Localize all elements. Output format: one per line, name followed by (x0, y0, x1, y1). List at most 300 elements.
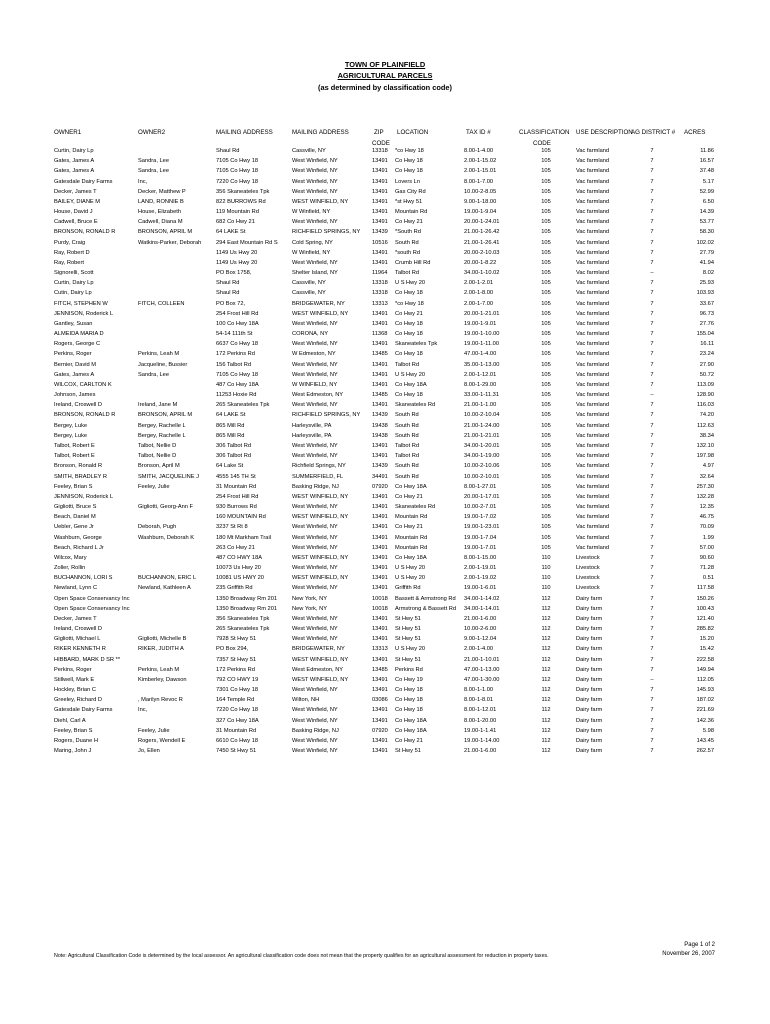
cell-ag-district: 7 (650, 331, 654, 338)
cell-owner2: Bergey, Rachelle L (138, 422, 186, 429)
cell-classification-code: 105 (541, 290, 551, 297)
cell-classification-code: 112 (541, 717, 551, 724)
cell-use-description: Vac farmland (576, 361, 610, 368)
cell-owner2: Inc, (138, 178, 148, 185)
cell-owner1: Diehl, Carl A (54, 717, 86, 724)
cell-zip: 13313 (372, 300, 388, 307)
cell-owner1: Ray, Robert (54, 259, 84, 266)
cell-use-description: Vac farmland (576, 493, 610, 500)
cell-acres: 4.97 (702, 463, 714, 470)
cell-location: Co Hwy 18 (395, 331, 423, 338)
cell-zip: 13491 (372, 748, 388, 755)
cell-mailing-address-1: 172 Perkins Rd (216, 666, 255, 673)
header-tax-id: TAX ID # (466, 129, 491, 136)
cell-mailing-address-1: 54-14 111th St (216, 331, 253, 338)
cell-location: Co Hwy 18 (395, 687, 423, 694)
cell-tax-id: 19.00-1-9.04 (464, 209, 497, 216)
cell-classification-code: 105 (541, 412, 551, 419)
cell-zip: 13491 (372, 707, 388, 714)
cell-classification-code: 112 (541, 605, 551, 612)
cell-owner1: JENNISON, Roderick L (54, 310, 114, 317)
cell-use-description: Vac farmland (576, 412, 610, 419)
cell-owner1: Feeley, Brian S (54, 483, 93, 490)
cell-mailing-address-2: West Winfield, NY (292, 615, 338, 622)
cell-acres: 52.99 (699, 188, 714, 195)
cell-use-description: Vac farmland (576, 544, 610, 551)
cell-classification-code: 110 (541, 554, 551, 561)
cell-location: Griffith Rd (395, 585, 421, 592)
cell-acres: 12.35 (699, 504, 714, 511)
cell-tax-id: 10.00-2-10.01 (464, 473, 500, 480)
cell-owner1: Gatesdale Dairy Farms (54, 707, 113, 714)
cell-zip: 13491 (372, 575, 388, 582)
cell-zip: 10516 (372, 239, 388, 246)
cell-acres: 16.11 (700, 341, 714, 348)
header-zip-code: CODE (372, 140, 390, 147)
cell-use-description: Dairy farm (576, 687, 603, 694)
cell-classification-code: 112 (541, 646, 551, 653)
cell-owner1: BAILEY, DIANE M (54, 198, 101, 205)
cell-mailing-address-2: WEST WINFIELD, NY (292, 310, 349, 317)
cell-mailing-address-2: West Winfield, NY (292, 626, 338, 633)
cell-use-description: Vac farmland (576, 198, 610, 205)
cell-location: St Hwy 51 (395, 656, 421, 663)
cell-mailing-address-2: New York, NY (292, 595, 328, 602)
cell-zip: 13491 (372, 626, 388, 633)
cell-classification-code: 105 (541, 300, 551, 307)
table-row (0, 187, 770, 197)
cell-acres: 100.43 (696, 605, 714, 612)
cell-location: Co Hwy 18A (395, 483, 427, 490)
cell-classification-code: 112 (541, 727, 551, 734)
cell-acres: 50.72 (699, 371, 714, 378)
cell-acres: 132.10 (696, 442, 714, 449)
cell-acres: 128.90 (696, 392, 714, 399)
cell-acres: 33.67 (699, 300, 714, 307)
cell-acres: 96.73 (699, 310, 714, 317)
cell-mailing-address-2: West Winfield, NY (292, 737, 338, 744)
document-caption: (as determined by classification code) (318, 83, 452, 92)
cell-owner1: WILCOX, CARLTON K (54, 381, 112, 388)
cell-classification-code: 112 (541, 676, 551, 683)
cell-tax-id: 19.00-1-6.01 (464, 585, 497, 592)
cell-zip: 13491 (372, 168, 388, 175)
cell-mailing-address-1: 356 Skaneateles Tpk (216, 188, 270, 195)
table-row (0, 665, 770, 675)
cell-zip: 13491 (372, 554, 388, 561)
cell-owner1: Stillwell, Mark E (54, 676, 95, 683)
cell-classification-code: 112 (541, 748, 551, 755)
cell-zip: 10018 (372, 595, 388, 602)
table-row (0, 675, 770, 685)
cell-tax-id: 34.00-1-20.01 (464, 442, 500, 449)
cell-ag-district: 7 (650, 310, 654, 317)
cell-zip: 13491 (372, 442, 388, 449)
cell-mailing-address-1: 865 Mill Rd (216, 432, 245, 439)
cell-ag-district: 7 (650, 585, 654, 592)
cell-zip: 13491 (372, 249, 388, 256)
cell-tax-id: 33.00-1-11.31 (464, 392, 499, 399)
cell-classification-code: 105 (541, 270, 551, 277)
cell-acres: 25.93 (699, 280, 714, 287)
cell-zip: 03086 (372, 697, 388, 704)
cell-mailing-address-2: Cassville, NY (292, 290, 326, 297)
cell-owner1: Beach, Daniel M (54, 514, 96, 521)
cell-ag-district: 7 (650, 198, 654, 205)
table-row (0, 685, 770, 695)
cell-acres: 187.02 (696, 697, 714, 704)
cell-ag-district: 7 (650, 209, 654, 216)
cell-mailing-address-2: Harleysville, PA (292, 432, 332, 439)
cell-classification-code: 110 (541, 565, 551, 572)
cell-acres: 285.82 (696, 626, 714, 633)
cell-mailing-address-1: 160 MOUNTAIN Rd (216, 514, 266, 521)
cell-zip: 13491 (372, 320, 388, 327)
cell-tax-id: 10.00-2-8.05 (464, 188, 497, 195)
cell-ag-district: 7 (650, 422, 654, 429)
cell-mailing-address-1: 3237 St Rt 8 (216, 524, 248, 531)
cell-mailing-address-2: West Winfield, NY (292, 565, 338, 572)
cell-acres: 5.17 (702, 178, 714, 185)
cell-ag-district: 7 (650, 697, 654, 704)
cell-owner1: Bergey, Luke (54, 432, 88, 439)
cell-zip: 13491 (372, 310, 388, 317)
cell-owner1: Decker, James T (54, 615, 97, 622)
cell-ag-district: 7 (650, 381, 654, 388)
cell-tax-id: 21.00-1-21.01 (464, 432, 500, 439)
cell-location: Co Hwy 18 (395, 290, 423, 297)
table-row (0, 543, 770, 553)
cell-zip: 13485 (372, 351, 388, 358)
cell-mailing-address-1: 6610 Co Hwy 18 (216, 737, 259, 744)
cell-owner2: Talbot, Nellie D (138, 442, 177, 449)
cell-acres: 46.75 (699, 514, 714, 521)
table-row (0, 614, 770, 624)
cell-acres: 53.77 (699, 219, 714, 226)
cell-use-description: Dairy farm (576, 646, 603, 653)
cell-acres: 23.24 (699, 351, 714, 358)
cell-location: St Hwy 51 (395, 626, 421, 633)
cell-tax-id: 2.00-1-15.01 (464, 168, 497, 175)
cell-acres: 6.50 (702, 198, 714, 205)
table-row (0, 522, 770, 532)
cell-use-description: Vac farmland (576, 188, 610, 195)
cell-owner1: Gates, James A (54, 158, 95, 165)
cell-mailing-address-1: 64 Lake St (216, 463, 244, 470)
cell-use-description: Vac farmland (576, 290, 610, 297)
table-row (0, 655, 770, 665)
cell-classification-code: 105 (541, 158, 551, 165)
cell-tax-id: 20.00-2-10.03 (464, 249, 500, 256)
parcel-table (0, 146, 770, 756)
cell-owner1: Cutin, Dairy Lp (54, 290, 92, 297)
cell-classification-code: 105 (541, 442, 551, 449)
cell-owner1: BRONSON, RONALD R (54, 229, 116, 236)
cell-mailing-address-2: West Winfield, NY (292, 402, 338, 409)
cell-owner1: Purdy, Craig (54, 239, 86, 246)
cell-mailing-address-2: Cassville, NY (292, 148, 326, 154)
cell-location: *co Hwy 18 (395, 148, 424, 154)
cell-location: Co Hwy 18A (395, 554, 427, 561)
cell-tax-id: 10.00-2-6.00 (464, 626, 497, 633)
cell-classification-code: 105 (541, 453, 551, 460)
cell-location: U S Hwy 20 (395, 646, 426, 653)
cell-mailing-address-2: WEST WINFIELD, NY (292, 514, 349, 521)
cell-owner1: Open Space Conservancy Inc (54, 595, 130, 602)
header-acres: ACRES (684, 129, 706, 136)
cell-location: Talbot Rd (395, 361, 420, 368)
cell-acres: 103.93 (696, 290, 714, 297)
cell-use-description: Vac farmland (576, 331, 610, 338)
cell-ag-district: – (650, 392, 654, 399)
cell-classification-code: 105 (541, 198, 551, 205)
cell-classification-code: 105 (541, 280, 551, 287)
cell-zip: 13491 (372, 504, 388, 511)
cell-mailing-address-2: West Winfield, NY (292, 544, 338, 551)
cell-use-description: Livestock (576, 585, 600, 592)
cell-mailing-address-2: West Winfield, NY (292, 259, 338, 266)
cell-use-description: Vac farmland (576, 442, 610, 449)
cell-tax-id: 20.00-1-21.01 (464, 310, 500, 317)
cell-owner1: Gates, James A (54, 371, 95, 378)
cell-ag-district: 7 (650, 544, 654, 551)
cell-zip: 13491 (372, 158, 388, 165)
cell-acres: 0.51 (702, 575, 714, 582)
table-row (0, 644, 770, 654)
cell-owner1: Gigliotti, Bruce S (54, 504, 97, 511)
cell-owner1: Gantley, Susan (54, 320, 93, 327)
cell-zip: 13491 (372, 524, 388, 531)
cell-ag-district: 7 (650, 239, 654, 246)
cell-zip: 13491 (372, 737, 388, 744)
cell-zip: 13318 (372, 148, 388, 154)
cell-mailing-address-1: 10073 Us Hwy 20 (216, 565, 261, 572)
table-row (0, 146, 770, 156)
cell-mailing-address-2: West Winfield, NY (292, 341, 338, 348)
cell-use-description: Vac farmland (576, 402, 610, 409)
cell-owner2: Sandra, Lee (138, 168, 169, 175)
table-row (0, 431, 770, 441)
cell-mailing-address-1: 7450 St Hwy 51 (216, 748, 257, 755)
cell-zip: 13491 (372, 636, 388, 643)
cell-acres: 27.79 (699, 249, 714, 256)
cell-ag-district: 7 (650, 158, 654, 165)
cell-use-description: Livestock (576, 575, 600, 582)
cell-use-description: Vac farmland (576, 504, 610, 511)
cell-tax-id: 2.00-1-8.00 (464, 290, 494, 297)
cell-use-description: Dairy farm (576, 717, 603, 724)
cell-mailing-address-2: West Winfield, NY (292, 371, 338, 378)
cell-ag-district: 7 (650, 148, 654, 154)
table-row (0, 319, 770, 329)
table-row (0, 238, 770, 248)
cell-location: Co Hwy 21 (395, 493, 423, 500)
cell-classification-code: 110 (541, 585, 551, 592)
cell-mailing-address-2: CORONA, NY (292, 331, 329, 338)
cell-use-description: Vac farmland (576, 148, 610, 154)
cell-classification-code: 105 (541, 209, 551, 216)
cell-ag-district: 7 (650, 320, 654, 327)
cell-ag-district: 7 (650, 483, 654, 490)
cell-use-description: Vac farmland (576, 280, 610, 287)
cell-mailing-address-2: RICHFIELD SPRINGS, NY (292, 229, 361, 236)
cell-classification-code: 112 (541, 697, 551, 704)
cell-tax-id: 34.00-1-14.02 (464, 595, 500, 602)
table-row (0, 299, 770, 309)
cell-acres: 197.98 (696, 453, 714, 460)
cell-ag-district: 7 (650, 514, 654, 521)
cell-owner1: Ireland, Croswell D (54, 626, 103, 633)
cell-classification-code: 105 (541, 473, 551, 480)
cell-mailing-address-1: 930 Burrows Rd (216, 504, 257, 511)
cell-tax-id: 10.00-2-10.06 (464, 463, 500, 470)
cell-owner2: Gigliotti, Georg-Ann F (138, 504, 194, 511)
cell-location: Co Hwy 18A (395, 381, 427, 388)
cell-location: St Hwy 51 (395, 615, 421, 622)
cell-classification-code: 112 (541, 626, 551, 633)
cell-tax-id: 8.00-1-7.00 (464, 178, 494, 185)
cell-zip: 13313 (372, 646, 388, 653)
cell-owner1: Curtin, Dairy Lp (54, 280, 94, 287)
cell-classification-code: 105 (541, 361, 551, 368)
cell-mailing-address-2: Harleysville, PA (292, 422, 332, 429)
table-row (0, 258, 770, 268)
cell-mailing-address-2: SUMMERFIELD, FL (292, 473, 344, 480)
cell-acres: 262.57 (696, 748, 714, 755)
cell-tax-id: 2.00-1-19.02 (464, 575, 497, 582)
cell-use-description: Vac farmland (576, 270, 610, 277)
cell-mailing-address-1: 11253 Hoxie Rd (216, 392, 257, 399)
cell-classification-code: 112 (541, 737, 551, 744)
cell-classification-code: 112 (541, 707, 551, 714)
cell-use-description: Dairy farm (576, 626, 603, 633)
cell-acres: 37.48 (699, 168, 714, 175)
cell-tax-id: 8.00-1-12.01 (464, 707, 497, 714)
cell-use-description: Vac farmland (576, 209, 610, 216)
cell-location: Gas City Rd (395, 188, 426, 195)
cell-owner1: Signorelli, Scott (54, 270, 94, 277)
cell-mailing-address-1: 263 Co Hwy 21 (216, 544, 255, 551)
cell-ag-district: 7 (650, 412, 654, 419)
cell-location: U S Hwy 20 (395, 565, 426, 572)
cell-location: Co Hwy 18A (395, 727, 427, 734)
cell-tax-id: 47.00-1-30.00 (464, 676, 500, 683)
cell-use-description: Dairy farm (576, 595, 603, 602)
cell-classification-code: 105 (541, 534, 551, 541)
cell-use-description: Vac farmland (576, 341, 610, 348)
cell-classification-code: 105 (541, 188, 551, 195)
cell-use-description: Dairy farm (576, 636, 603, 643)
cell-owner2: Sandra, Lee (138, 371, 169, 378)
cell-mailing-address-2: BRIDGEWATER, NY (292, 300, 345, 307)
table-row (0, 451, 770, 461)
cell-mailing-address-1: 487 CO HWY 18A (216, 554, 263, 561)
cell-location: Talbot Rd (395, 453, 420, 460)
cell-acres: 16.57 (699, 158, 714, 165)
header-ag-district: AG DISTRICT # (631, 129, 676, 136)
cell-mailing-address-1: 306 Talbot Rd (216, 453, 251, 460)
cell-location: South Rd (395, 432, 419, 439)
cell-zip: 13491 (372, 453, 388, 460)
table-row (0, 573, 770, 583)
cell-location: Perkins Rd (395, 666, 423, 673)
cell-acres: 58.30 (699, 229, 714, 236)
header-mailing-address-1: MAILING ADDRESS (216, 129, 273, 136)
cell-owner1: Zoller, Rollin (54, 565, 86, 572)
cell-acres: 143.45 (696, 737, 714, 744)
cell-ag-district: 7 (650, 595, 654, 602)
cell-ag-district: 7 (650, 646, 654, 653)
cell-mailing-address-1: 156 Talbot Rd (216, 361, 251, 368)
cell-mailing-address-2: Richfield Springs, NY (292, 463, 346, 470)
cell-acres: 11.86 (700, 148, 714, 154)
cell-ag-district: 7 (650, 300, 654, 307)
table-row (0, 360, 770, 370)
cell-mailing-address-2: West Winfield, NY (292, 748, 338, 755)
cell-tax-id: 34.00-1-10.02 (464, 270, 500, 277)
cell-ag-district: 7 (650, 280, 654, 287)
cell-owner1: Decker, James T (54, 188, 97, 195)
cell-zip: 13491 (372, 178, 388, 185)
cell-classification-code: 105 (541, 219, 551, 226)
cell-acres: 155.04 (696, 331, 714, 338)
cell-acres: 41.94 (699, 259, 714, 266)
cell-tax-id: 21.00-1-24.00 (464, 422, 500, 429)
cell-use-description: Vac farmland (576, 178, 610, 185)
cell-tax-id: 10.00-2-10.04 (464, 412, 500, 419)
cell-ag-district: 7 (650, 432, 654, 439)
cell-location: South Rd (395, 473, 419, 480)
table-row (0, 695, 770, 705)
cell-location: Talbot Rd (395, 270, 420, 277)
cell-tax-id: 19.00-1-9.01 (464, 320, 497, 327)
cell-zip: 07920 (372, 483, 388, 490)
cell-use-description: Livestock (576, 565, 600, 572)
cell-owner1: Bronson, Ronald R (54, 463, 103, 470)
cell-mailing-address-2: West Edmeston, NY (292, 392, 344, 399)
cell-ag-district: 7 (650, 290, 654, 297)
cell-ag-district: 7 (650, 687, 654, 694)
cell-classification-code: 105 (541, 504, 551, 511)
cell-owner1: Ray, Robert D (54, 249, 90, 256)
table-row (0, 736, 770, 746)
cell-mailing-address-1: 254 Frost Hill Rd (216, 493, 259, 500)
cell-owner2: LAND, RONNIE B (138, 198, 184, 205)
cell-owner1: Cadwell, Bruce E (54, 219, 98, 226)
cell-ag-district: – (650, 676, 654, 683)
table-row (0, 248, 770, 258)
cell-zip: 13485 (372, 666, 388, 673)
cell-zip: 13491 (372, 493, 388, 500)
cell-location: *south Rd (395, 249, 420, 256)
cell-mailing-address-2: West Winfield, NY (292, 707, 338, 714)
cell-location: U S Hwy 20 (395, 371, 426, 378)
cell-acres: 132.28 (696, 493, 714, 500)
cell-mailing-address-1: 306 Talbot Rd (216, 442, 251, 449)
cell-mailing-address-1: 64 LAKE St (216, 229, 246, 236)
cell-owner1: Beach, Richard L Jr (54, 544, 104, 551)
cell-owner2: Sandra, Lee (138, 158, 169, 165)
cell-owner2: Newland, Kathleen A (138, 585, 191, 592)
cell-acres: 102.02 (696, 239, 714, 246)
cell-mailing-address-2: WEST WINFIELD, NY (292, 493, 349, 500)
table-row (0, 177, 770, 187)
cell-location: *co Hwy 18 (395, 300, 424, 307)
table-row (0, 563, 770, 573)
cell-classification-code: 112 (541, 615, 551, 622)
table-row (0, 624, 770, 634)
cell-acres: 112.63 (697, 422, 714, 429)
